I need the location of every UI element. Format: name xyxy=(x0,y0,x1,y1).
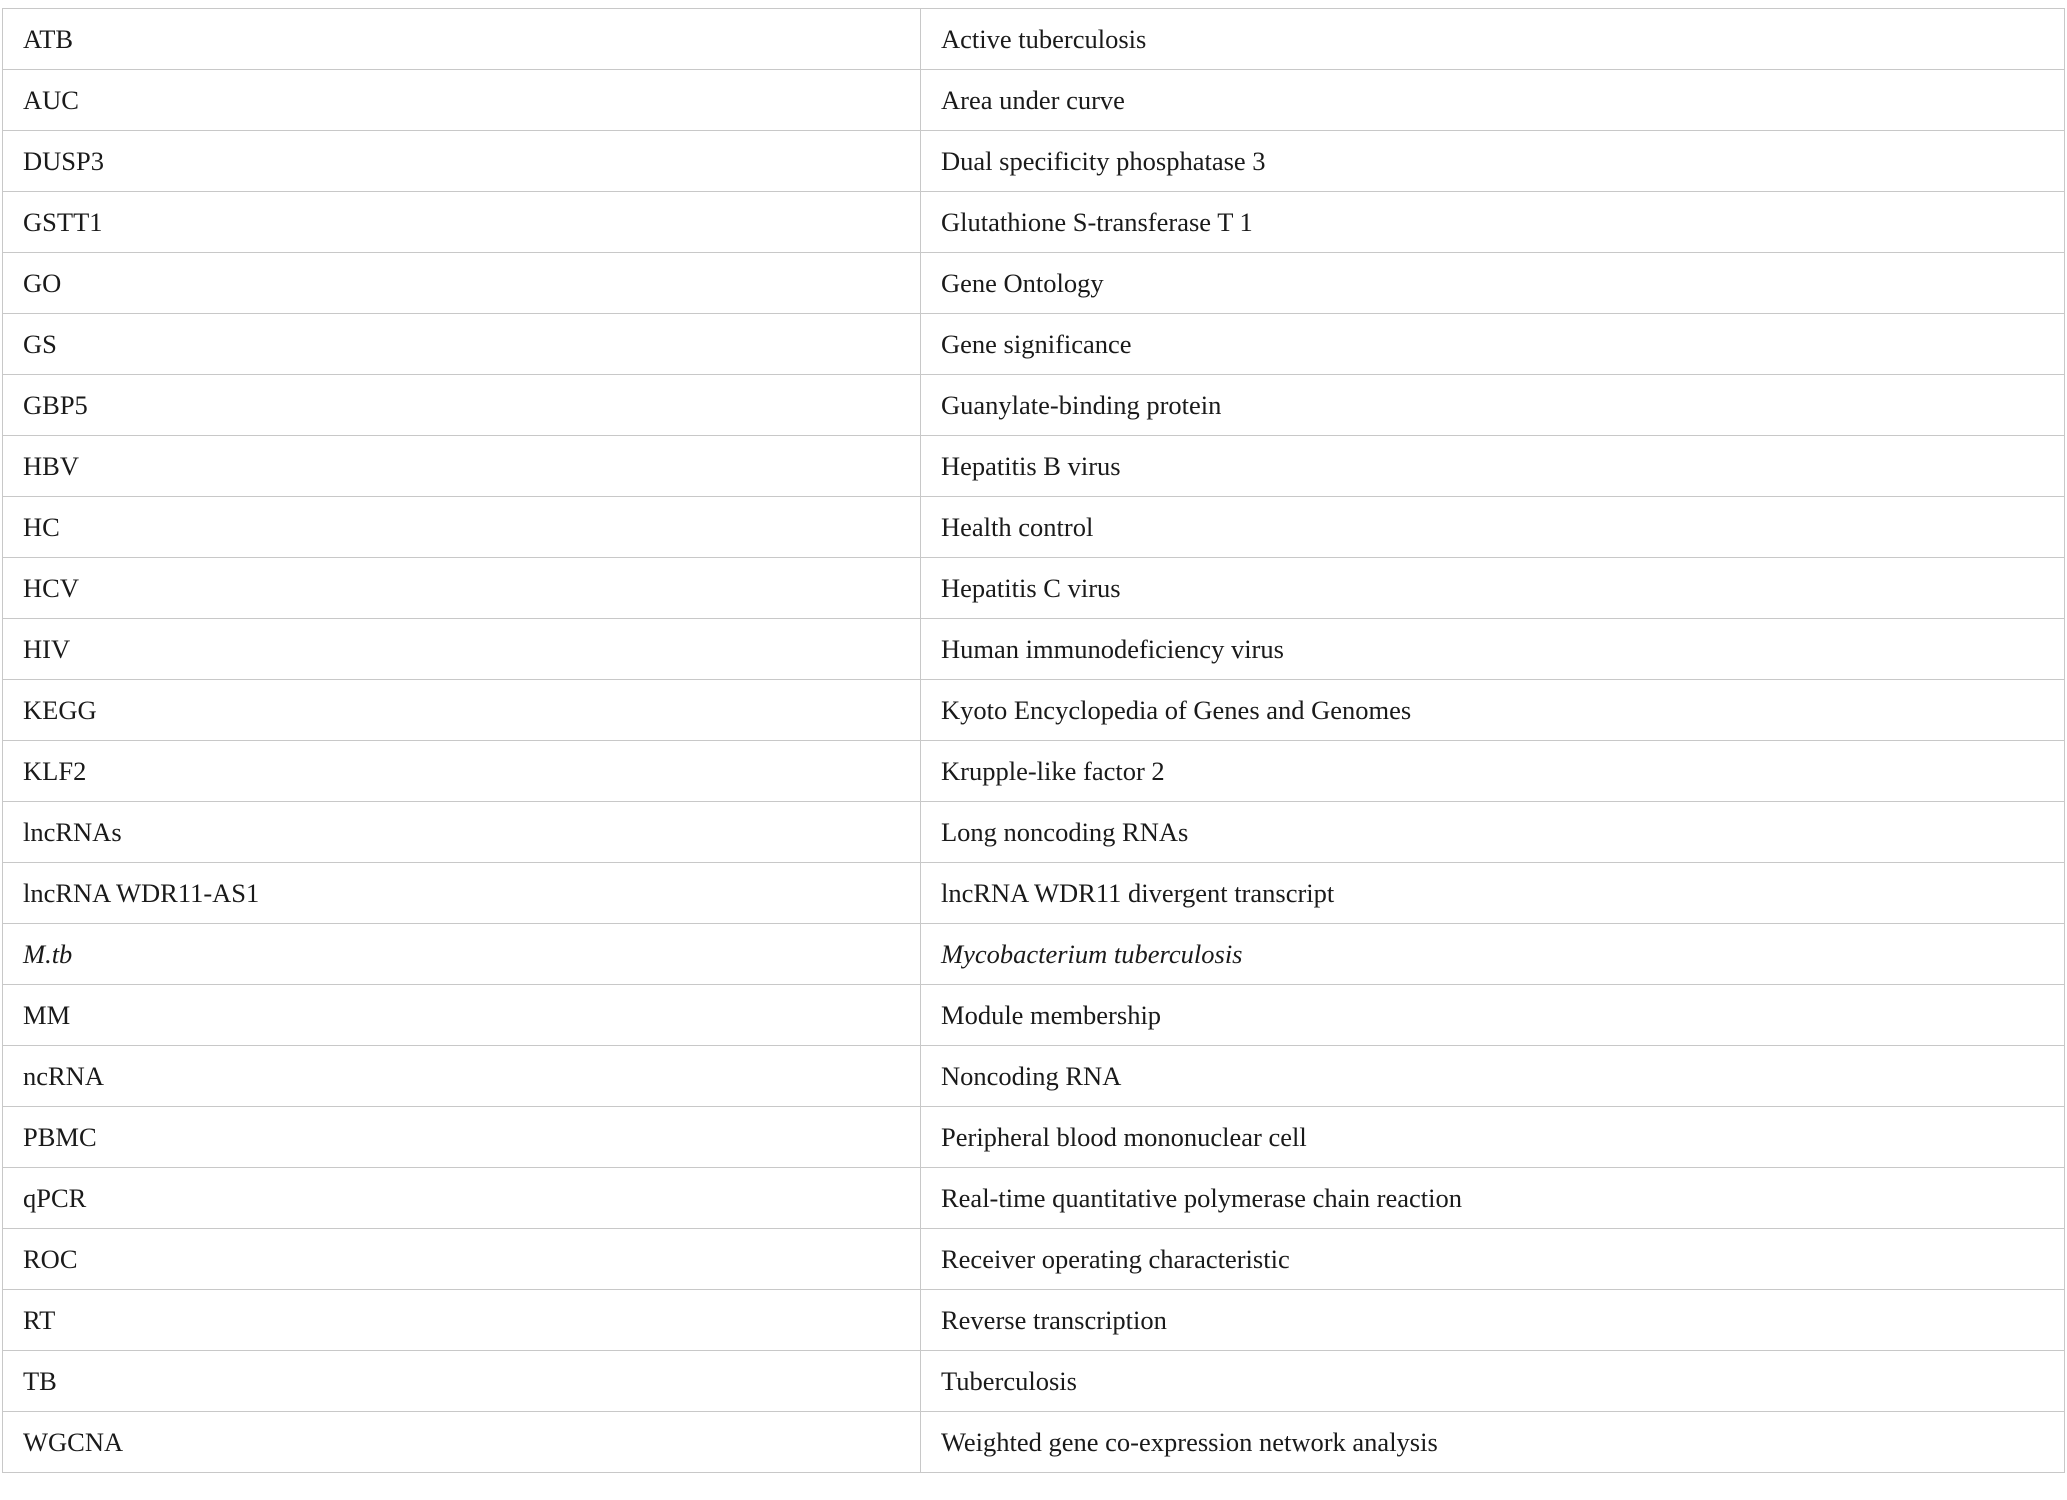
table-row xyxy=(3,436,2065,497)
definition-cell: Hepatitis C virus xyxy=(921,558,2065,619)
abbreviation-cell: HIV xyxy=(3,619,921,680)
abbreviation-cell: ncRNA xyxy=(3,1046,921,1107)
table-row xyxy=(3,1412,2065,1473)
table-row xyxy=(3,619,2065,680)
abbreviation-cell: HBV xyxy=(3,436,921,497)
table-row xyxy=(3,924,2065,985)
table-row xyxy=(3,1351,2065,1412)
table-row xyxy=(3,985,2065,1046)
definition-cell: Health control xyxy=(921,497,2065,558)
definition-cell: Real-time quantitative polymerase chain reaction xyxy=(921,1168,2065,1229)
table-row xyxy=(3,1107,2065,1168)
abbreviations-table-body xyxy=(3,9,2065,1473)
abbreviation-cell: WGCNA xyxy=(3,1412,921,1473)
definition-cell: Module membership xyxy=(921,985,2065,1046)
definition-cell: Guanylate-binding protein xyxy=(921,375,2065,436)
definition-cell: Receiver operating characteristic xyxy=(921,1229,2065,1290)
definition-cell: Krupple-like factor 2 xyxy=(921,741,2065,802)
table-row xyxy=(3,802,2065,863)
abbreviation-cell: KLF2 xyxy=(3,741,921,802)
abbreviation-cell: HCV xyxy=(3,558,921,619)
table-row xyxy=(3,314,2065,375)
abbreviation-cell: TB xyxy=(3,1351,921,1412)
abbreviation-cell: GSTT1 xyxy=(3,192,921,253)
table-row xyxy=(3,9,2065,70)
definition-cell: Gene Ontology xyxy=(921,253,2065,314)
table-row xyxy=(3,253,2065,314)
table-row xyxy=(3,558,2065,619)
definition-cell: Area under curve xyxy=(921,70,2065,131)
definition-cell: Noncoding RNA xyxy=(921,1046,2065,1107)
table-row xyxy=(3,497,2065,558)
abbreviation-cell: KEGG xyxy=(3,680,921,741)
table-row xyxy=(3,192,2065,253)
abbreviation-cell: M.tb xyxy=(3,924,921,985)
abbreviation-cell: AUC xyxy=(3,70,921,131)
table-row xyxy=(3,1290,2065,1351)
definition-cell: Glutathione S-transferase T 1 xyxy=(921,192,2065,253)
table-row xyxy=(3,1229,2065,1290)
abbreviation-cell: DUSP3 xyxy=(3,131,921,192)
table-row xyxy=(3,375,2065,436)
table-row xyxy=(3,680,2065,741)
table-row xyxy=(3,1046,2065,1107)
abbreviation-cell: MM xyxy=(3,985,921,1046)
definition-cell: lncRNA WDR11 divergent transcript xyxy=(921,863,2065,924)
abbreviation-cell: GO xyxy=(3,253,921,314)
definition-cell: Dual specificity phosphatase 3 xyxy=(921,131,2065,192)
definition-cell: Active tuberculosis xyxy=(921,9,2065,70)
abbreviation-cell: GS xyxy=(3,314,921,375)
definition-cell: Weighted gene co-expression network analysis xyxy=(921,1412,2065,1473)
abbreviation-cell: GBP5 xyxy=(3,375,921,436)
definition-cell: Human immunodeficiency virus xyxy=(921,619,2065,680)
table-row xyxy=(3,741,2065,802)
definition-cell: Long noncoding RNAs xyxy=(921,802,2065,863)
definition-cell: Gene significance xyxy=(921,314,2065,375)
abbreviation-cell: ATB xyxy=(3,9,921,70)
definition-cell: Tuberculosis xyxy=(921,1351,2065,1412)
abbreviation-cell: lncRNAs xyxy=(3,802,921,863)
abbreviation-cell: PBMC xyxy=(3,1107,921,1168)
abbreviation-cell: HC xyxy=(3,497,921,558)
abbreviations-table xyxy=(2,8,2065,1473)
definition-cell: Peripheral blood mononuclear cell xyxy=(921,1107,2065,1168)
definition-cell: Mycobacterium tuberculosis xyxy=(921,924,2065,985)
abbreviation-cell: qPCR xyxy=(3,1168,921,1229)
abbreviation-cell: ROC xyxy=(3,1229,921,1290)
table-row xyxy=(3,131,2065,192)
abbreviations-table-container xyxy=(2,8,2065,1473)
table-row xyxy=(3,863,2065,924)
abbreviation-cell: RT xyxy=(3,1290,921,1351)
definition-cell: Hepatitis B virus xyxy=(921,436,2065,497)
table-row xyxy=(3,70,2065,131)
abbreviation-cell: lncRNA WDR11-AS1 xyxy=(3,863,921,924)
definition-cell: Reverse transcription xyxy=(921,1290,2065,1351)
definition-cell: Kyoto Encyclopedia of Genes and Genomes xyxy=(921,680,2065,741)
table-row xyxy=(3,1168,2065,1229)
